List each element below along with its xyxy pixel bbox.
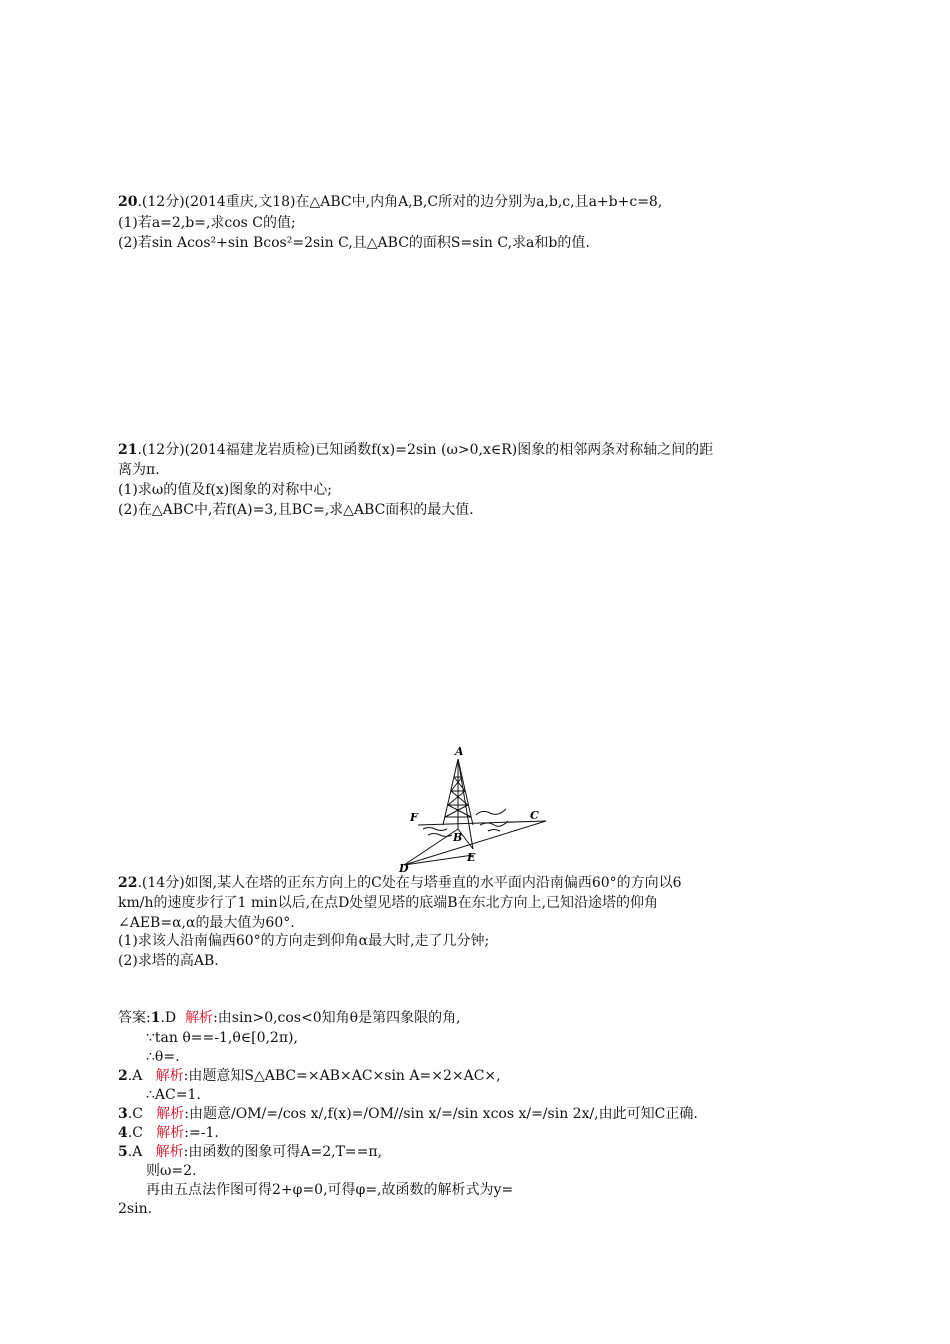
- label-e: E: [467, 851, 476, 864]
- answer-3: 3.C 解析:由题意/OM/=/cos x/,f(x)=/OM//sin x/=/sin xcos x/=/sin 2x/,由此可知C正确.: [118, 1106, 698, 1122]
- tower-figure: [398, 745, 553, 873]
- tower-leg-left: [443, 759, 458, 825]
- q20-line-1: 20.(12分)(2014重庆,文18)在△ABC中,内角A,B,C所对的边分别为a,b,c,且a+b+c=8,: [118, 194, 663, 210]
- q20-line-3: (2)若sin Acos²+sin Bcos²=2sin C,且△ABC的面积S=sin C,求a和b的值.: [118, 235, 590, 251]
- q21-line-2: 离为π.: [118, 462, 160, 478]
- line-d-b: [404, 829, 458, 865]
- analysis-label: 解析: [156, 1125, 185, 1141]
- answer-2: 2.A 解析:由题意知S△ABC=×AB×AC×sin A=×2×AC×,: [118, 1068, 501, 1084]
- answer-4: 4.C 解析:=-1.: [118, 1125, 219, 1141]
- analysis-label: 解析: [155, 1144, 184, 1160]
- answer-5-line-3: 再由五点法作图可得2+φ=0,可得φ=,故函数的解析式为y=: [146, 1182, 514, 1198]
- label-c: C: [530, 809, 539, 822]
- q21-line-3: (1)求ω的值及f(x)图象的对称中心;: [118, 482, 332, 498]
- answer-1: 答案:1.D 解析:由sin>0,cos<0知角θ是第四象限的角,: [118, 1010, 461, 1026]
- answer-5-line-2: 则ω=2.: [146, 1163, 197, 1179]
- q21-line-1: 21.(12分)(2014福建龙岩质检)已知函数f(x)=2sin (ω>0,x∈R)图象的相邻两条对称轴之间的距: [118, 442, 714, 458]
- analysis-label: 解析: [156, 1106, 185, 1122]
- answer-1-line-3: ∴θ=.: [146, 1049, 180, 1065]
- q22-number: 22: [118, 875, 138, 891]
- analysis-label: 解析: [155, 1068, 184, 1084]
- q22-line-3: ∠AEB=α,α的最大值为60°.: [118, 915, 295, 931]
- q22-line-4: (1)求该人沿南偏西60°的方向走到仰角α最大时,走了几分钟;: [118, 933, 490, 949]
- q22-line-5: (2)求塔的高AB.: [118, 953, 219, 969]
- label-f: F: [410, 811, 418, 824]
- analysis-label: 解析: [185, 1010, 214, 1026]
- label-a: A: [455, 745, 464, 758]
- q22-line-2: km/h的速度步行了1 min以后,在点D处望见塔的底端B在东北方向上,已知沿途塔的仰角: [118, 895, 659, 911]
- answer-2-line-2: ∴AC=1.: [146, 1087, 201, 1103]
- q22-line-1: 22.(14分)如图,某人在塔的正东方向上的C处在与塔垂直的水平面内沿南偏西60°的方向以6: [118, 875, 682, 891]
- answer-5: 5.A 解析:由函数的图象可得A=2,T==π,: [118, 1144, 383, 1160]
- q20-number: 20: [118, 194, 138, 210]
- answer-1-line-2: ∵tan θ==-1,θ∈[0,2π),: [146, 1030, 298, 1046]
- line-d-e: [404, 855, 473, 865]
- tower-leg-right: [458, 759, 473, 825]
- q21-line-4: (2)在△ABC中,若f(A)=3,且BC=,求△ABC面积的最大值.: [118, 502, 474, 518]
- q20-line-2: (1)若a=2,b=,求cos C的值;: [118, 215, 296, 231]
- answer-5-line-4: 2sin.: [118, 1201, 153, 1217]
- label-b: B: [453, 831, 463, 844]
- q21-number: 21: [118, 442, 138, 458]
- label-d: D: [399, 862, 409, 873]
